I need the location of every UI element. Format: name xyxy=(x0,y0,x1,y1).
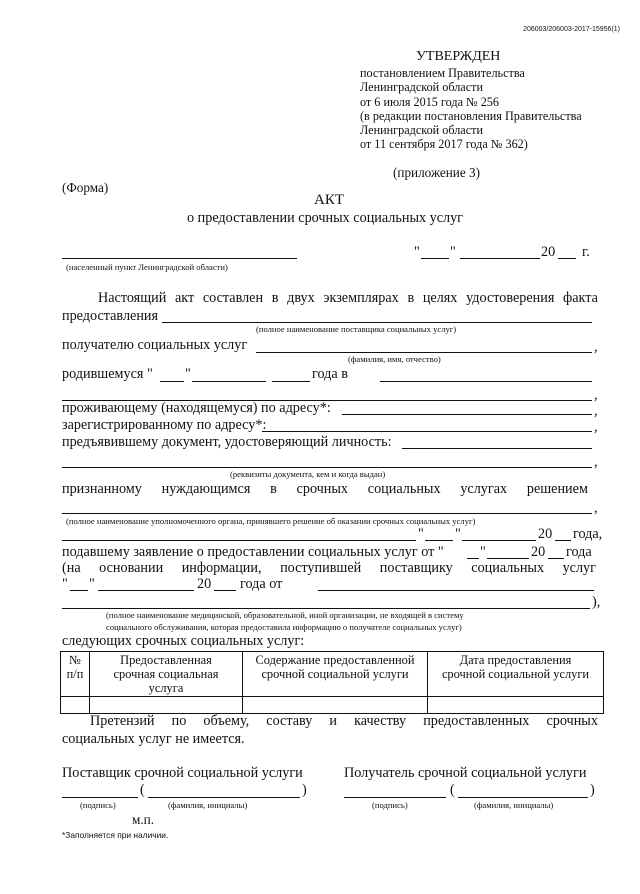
provision-label: предоставления xyxy=(62,308,159,324)
table-cell xyxy=(243,697,428,714)
word: решением xyxy=(526,481,588,497)
born-quote: " xyxy=(185,366,191,382)
word: и xyxy=(329,713,338,729)
provider-sign-title: Поставщик срочной социальной услуги xyxy=(62,765,303,781)
authority-caption: (полное наименование уполномоченного органа, принявшего решение об оказании срочных социальных услуг) xyxy=(66,516,476,526)
comma: , xyxy=(594,454,598,470)
word: объему, xyxy=(203,713,250,729)
footnote: *Заполняется при наличии. xyxy=(62,830,169,840)
quote: " xyxy=(62,576,68,592)
word: (на xyxy=(62,560,81,576)
approval-block xyxy=(360,50,582,151)
approval-line: от 11 сентября 2017 года № 362) xyxy=(360,137,528,152)
basis-year-line xyxy=(214,590,236,591)
paren: ( xyxy=(450,782,455,798)
word: основании xyxy=(99,560,164,576)
address-live-line xyxy=(342,414,592,415)
recipient-signature-line xyxy=(344,797,446,798)
header-text: Содержание предоставленной срочной социальной услуги xyxy=(255,653,415,681)
quote: " xyxy=(89,576,95,592)
basis-day-line xyxy=(70,590,88,591)
document-subtitle: о предоставлении срочных социальных услуг xyxy=(187,210,463,226)
decision-month-line xyxy=(462,540,536,541)
word: поступившей xyxy=(280,560,362,576)
application-day-line xyxy=(467,558,479,559)
decision-year-line xyxy=(555,540,571,541)
paren: ( xyxy=(140,782,145,798)
org-line-2 xyxy=(62,608,590,609)
word: социальных xyxy=(367,481,441,497)
decision-year: 20 xyxy=(538,526,553,542)
table-cell xyxy=(90,697,243,714)
word: целях xyxy=(422,290,458,306)
stamp-label: м.п. xyxy=(132,812,154,827)
comma: , xyxy=(594,339,598,355)
recipient-caption: (фамилия, имя, отчество) xyxy=(348,354,441,364)
word: признанному xyxy=(62,481,142,497)
provider-name-line xyxy=(162,322,592,323)
address-live-label: проживающему (находящемуся) по адресу*: xyxy=(62,400,331,416)
provider-sig-caption: (подпись) xyxy=(80,800,116,810)
org-line xyxy=(318,590,594,591)
decision-year-suffix: года, xyxy=(573,526,603,542)
word: двух xyxy=(287,290,315,306)
authority-line-2 xyxy=(62,540,416,541)
header-text: № п/п xyxy=(66,653,84,681)
date-year-suffix: г. xyxy=(582,244,590,260)
table-header-row xyxy=(61,652,604,697)
authority-line xyxy=(62,513,592,514)
header-number xyxy=(61,652,90,697)
comma: , xyxy=(594,500,598,516)
header-text: Предоставленная срочная социальная услуга xyxy=(113,653,219,695)
date-month-line xyxy=(460,258,540,259)
word: экземплярах xyxy=(323,290,399,306)
word: Претензий xyxy=(90,713,155,729)
document-caption: (реквизиты документа, кем и когда выдан) xyxy=(230,469,386,479)
quote: " xyxy=(418,526,424,542)
provider-name-line xyxy=(148,797,300,798)
recipient-name-line xyxy=(458,797,588,798)
table-cell xyxy=(428,697,604,714)
form-label: (Форма) xyxy=(62,180,109,195)
recipient-name-caption: (фамилия, инициалы) xyxy=(474,800,554,810)
services-intro: следующих срочных социальных услуг: xyxy=(62,633,305,649)
comma: , xyxy=(594,403,598,419)
born-label: родившемуся " xyxy=(62,366,153,382)
word: информации, xyxy=(181,560,262,576)
word: удостоверения xyxy=(466,290,555,306)
services-table xyxy=(60,651,604,714)
word: в xyxy=(271,290,279,306)
word: составлен xyxy=(202,290,264,306)
date-year-line xyxy=(558,258,576,259)
recipient-label: получателю социальных услуг xyxy=(62,337,248,353)
word: акт xyxy=(174,290,195,306)
claims-line-2: социальных услуг не имеется. xyxy=(62,731,245,747)
recipient-sig-caption: (подпись) xyxy=(372,800,408,810)
quote: " xyxy=(480,544,486,560)
word: факта xyxy=(563,290,598,306)
address-reg-line xyxy=(262,431,592,432)
word: качеству xyxy=(354,713,407,729)
provider-signature-line xyxy=(62,797,138,798)
recipient-sign-title: Получатель срочной социальной услуги xyxy=(344,765,587,781)
date-quote-close: " xyxy=(450,244,456,260)
table-row xyxy=(61,697,604,714)
word: социальных xyxy=(471,560,545,576)
word: нуждающимся xyxy=(161,481,251,497)
word: срочных xyxy=(546,713,598,729)
paren: ) xyxy=(590,782,595,798)
basis-year: 20 xyxy=(197,576,212,592)
word: составу xyxy=(266,713,313,729)
application-suffix: года xyxy=(566,544,592,560)
basis-line xyxy=(62,560,596,577)
word: Настоящий xyxy=(98,290,167,306)
born-year-label: года в xyxy=(312,366,348,382)
application-year-line xyxy=(548,558,564,559)
word: срочных xyxy=(296,481,349,497)
birthplace-line xyxy=(380,381,592,382)
approval-line: Ленинградской области xyxy=(360,123,483,138)
word: по xyxy=(171,713,187,729)
basis-year-suffix: года от xyxy=(240,576,283,592)
word: в xyxy=(270,481,277,497)
basis-month-line xyxy=(98,590,194,591)
comma: , xyxy=(594,419,598,435)
document-line-2 xyxy=(62,467,592,468)
paren: ) xyxy=(302,782,307,798)
date-year-prefix: 20 xyxy=(541,244,556,260)
table-cell xyxy=(61,697,90,714)
provider-name-caption: (фамилия, инициалы) xyxy=(168,800,248,810)
date-quote-open: " xyxy=(414,244,420,260)
recognized-line xyxy=(62,481,588,498)
word: в xyxy=(407,290,415,306)
appendix-label: (приложение 3) xyxy=(393,165,480,180)
address-reg-label: зарегистрированному по адресу*: xyxy=(62,417,267,433)
approval-line: от 6 июля 2015 года № 256 xyxy=(360,94,499,109)
born-day-line xyxy=(160,381,184,382)
header-service xyxy=(90,652,243,697)
born-month-line xyxy=(192,381,266,382)
org-caption-1: (полное наименование медицинской, образовательной, иной организации, не входящей в систему xyxy=(106,610,464,620)
approval-line: (в редакции постановления Правительства xyxy=(360,108,582,123)
place-caption: (населенный пункт Ленинградской области) xyxy=(66,262,228,272)
approval-line: постановлением Правительства xyxy=(360,66,525,81)
application-month-line xyxy=(487,558,529,559)
comma: , xyxy=(594,387,598,403)
date-day-line xyxy=(421,258,449,259)
quote: " xyxy=(455,526,461,542)
document-id: 206003/206003-2017-15956(1) xyxy=(523,26,620,33)
word: услуг xyxy=(562,560,596,576)
header-date xyxy=(428,652,604,697)
approval-line: Ленинградской области xyxy=(360,80,483,95)
document-line xyxy=(402,448,592,449)
application-label: подавшему заявление о предоставлении социальных услуг от " xyxy=(62,544,444,560)
claims-line xyxy=(90,713,598,730)
intro-line xyxy=(98,290,598,307)
word: услугах xyxy=(460,481,508,497)
header-text: Дата предоставления срочной социальной услуги xyxy=(441,653,590,681)
recipient-line xyxy=(256,352,592,353)
document-title: АКТ xyxy=(314,192,344,208)
org-suffix: ), xyxy=(592,594,601,610)
provider-caption: (полное наименование поставщика социальных услуг) xyxy=(256,324,457,334)
word: поставщику xyxy=(379,560,453,576)
document-label: предъявившему документ, удостоверяющий личность: xyxy=(62,434,392,450)
born-year-line xyxy=(272,381,310,382)
decision-day-line xyxy=(425,540,453,541)
org-caption-2: социального обслуживания, которая предоставила информацию о получателе социальных услуг) xyxy=(106,622,462,632)
approval-heading: УТВЕРЖДЕН xyxy=(416,49,501,64)
place-line xyxy=(62,258,297,259)
word: предоставленных xyxy=(423,713,530,729)
application-year: 20 xyxy=(531,544,546,560)
header-content xyxy=(243,652,428,697)
